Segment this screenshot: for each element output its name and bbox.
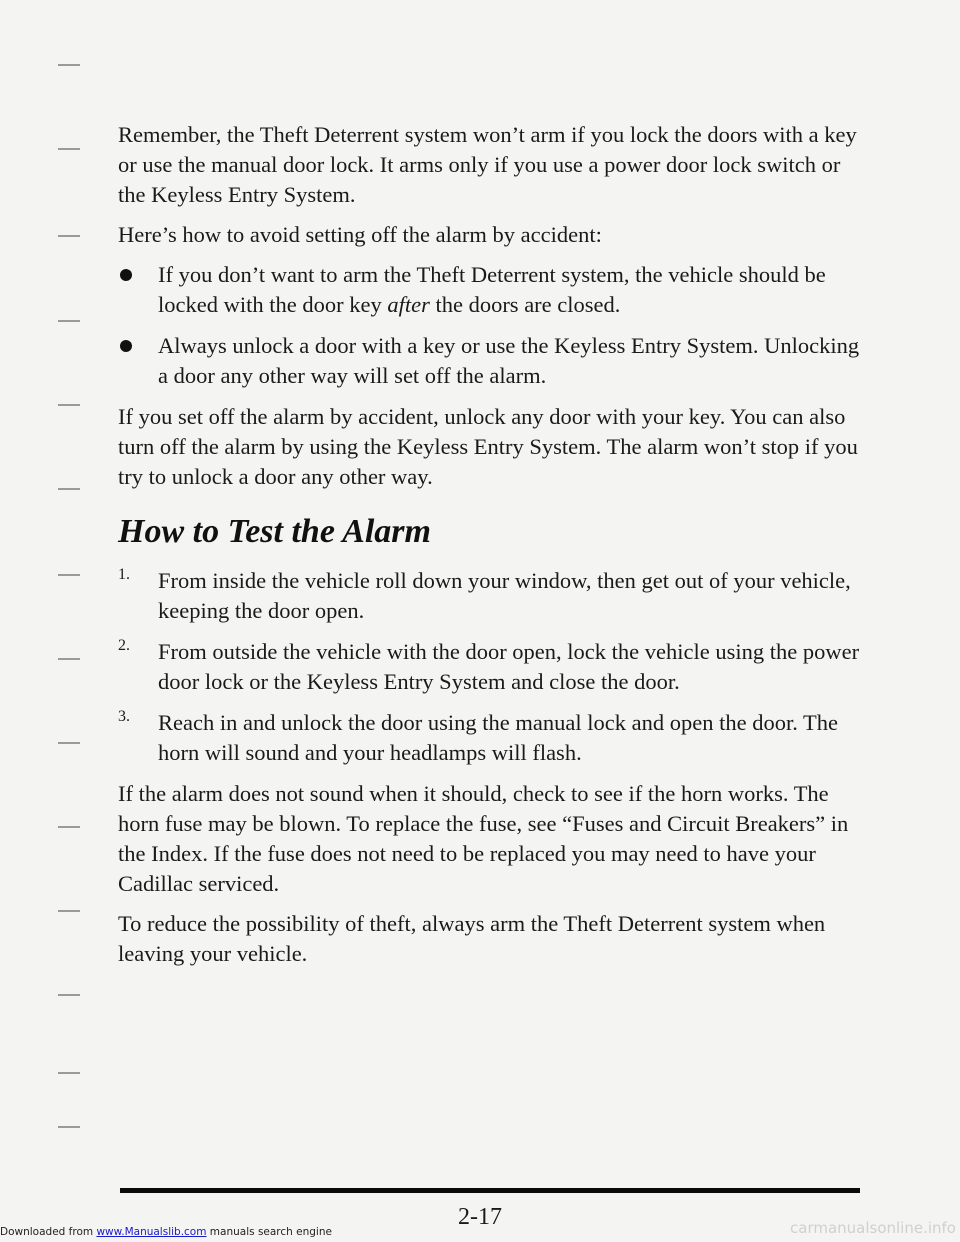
step-text: From outside the vehicle with the door open, lock the vehicle using the power door lock or the Keyless Entry System and close the door. bbox=[158, 639, 860, 694]
section-heading: How to Test the Alarm bbox=[118, 513, 431, 550]
margin-tick bbox=[58, 826, 80, 828]
page-content bbox=[118, 120, 863, 979]
step-number: 1. bbox=[118, 566, 130, 583]
page-number: 2-17 bbox=[458, 1204, 502, 1230]
margin-tick bbox=[58, 320, 80, 322]
paragraph-horn-fuse: If the alarm does not sound when it should, check to see if the horn works. The horn fuse may be blown. To replace the fuse, see “Fuses and Circuit Breakers” in the Index. If the fuse does not need to be replaced you may need to have your Cadillac serviced. bbox=[118, 781, 849, 896]
paragraph-remember: Remember, the Theft Deterrent system won’t arm if you lock the doors with a key or use the manual door lock. It arms only if you use a power door lock switch or the Keyless Entry System. bbox=[118, 122, 857, 207]
margin-tick bbox=[58, 404, 80, 406]
step-item bbox=[118, 566, 863, 626]
paragraph-accident: If you set off the alarm by accident, unlock any door with your key. You can also turn off the alarm by using the Keyless Entry System. The alarm won’t stop if you try to unlock a door any other way. bbox=[118, 404, 858, 489]
paragraph-reduce-theft: To reduce the possibility of theft, always arm the Theft Deterrent system when leaving your vehicle. bbox=[118, 911, 826, 966]
margin-tick bbox=[58, 910, 80, 912]
bullet-item bbox=[118, 260, 863, 320]
bullet-item bbox=[118, 331, 863, 391]
paragraph-avoid-intro: Here’s how to avoid setting off the alarm by accident: bbox=[118, 222, 602, 247]
margin-tick bbox=[58, 64, 80, 66]
bullet-text: If you don’t want to arm the Theft Deterrent system, the vehicle should be locked with the door key after the doors are closed. bbox=[158, 262, 826, 317]
step-item bbox=[118, 708, 863, 768]
margin-tick bbox=[58, 742, 80, 744]
margin-tick bbox=[58, 148, 80, 150]
margin-tick bbox=[58, 574, 80, 576]
manualslib-link[interactable]: www.Manualslib.com bbox=[96, 1226, 207, 1238]
margin-tick bbox=[58, 994, 80, 996]
step-text: From inside the vehicle roll down your window, then get out of your vehicle, keeping the door open. bbox=[158, 568, 851, 623]
step-item bbox=[118, 637, 863, 697]
emphasis-after: after bbox=[387, 292, 430, 317]
margin-tick bbox=[58, 235, 80, 237]
footer-rule bbox=[120, 1188, 860, 1193]
bullet-text: Always unlock a door with a key or use the Keyless Entry System. Unlocking a door any other way will set off the alarm. bbox=[158, 333, 860, 388]
step-number: 3. bbox=[118, 708, 130, 725]
margin-tick bbox=[58, 1072, 80, 1074]
step-text: Reach in and unlock the door using the manual lock and open the door. The horn will sound and your headlamps will flash. bbox=[158, 710, 839, 765]
download-credit: Downloaded from www.Manualslib.com manuals search engine bbox=[0, 1226, 332, 1238]
watermark: carmanualsonline.info bbox=[790, 1219, 956, 1237]
step-number: 2. bbox=[118, 637, 130, 654]
bullet-icon bbox=[120, 340, 132, 352]
margin-tick bbox=[58, 1126, 80, 1128]
margin-tick bbox=[58, 658, 80, 660]
margin-tick bbox=[58, 488, 80, 490]
margin-marks bbox=[0, 0, 100, 1242]
bullet-icon bbox=[120, 269, 132, 281]
